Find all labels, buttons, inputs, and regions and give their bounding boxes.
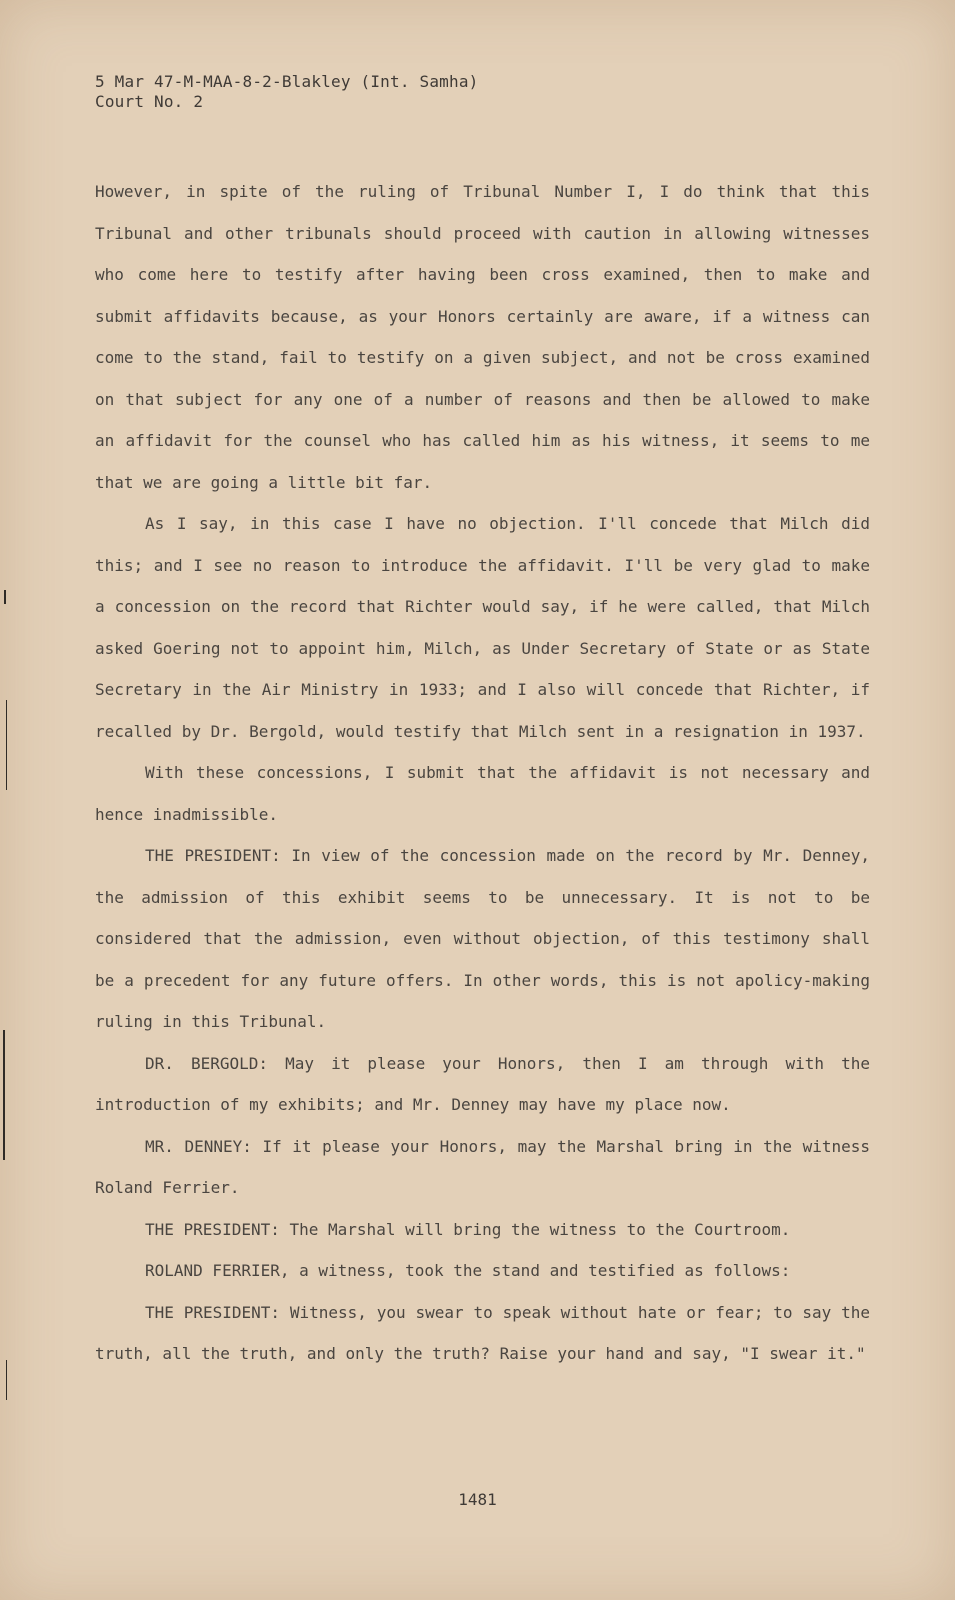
paragraph: As I say, in this case I have no objection. I'll concede that Milch did this; and I see no reason to introduce the affidavit. I'll be very glad to make a concession on the record that Richter would say, if he were called, that Milch asked Goering not to appoint him, Milch, as Under Secretary of State or as State Secretary in the Air Ministry in 1933; and I also will concede that Richter, if recalled by Dr. Bergold, would testify that Milch sent in a resignation in 1937. <box>95 514 870 741</box>
document-header <box>95 72 478 112</box>
paragraph: THE PRESIDENT: In view of the concession made on the record by Mr. Denney, the admission of this exhibit seems to be unnecessary. It is not to be considered that the admission, even without objection, of this testimony shall be a precedent for any future offers. In other words, this is not apolicy-making ruling in this Tribunal. <box>95 846 870 1031</box>
paragraph: ROLAND FERRIER, a witness, took the stand and testified as follows: <box>145 1261 791 1280</box>
paragraph: However, in spite of the ruling of Tribunal Number I, I do think that this Tribunal and other tribunals should proceed with caution in allowing witnesses who come here to testify after having been cross examined, then to make and submit affidavits because, as your Honors certainly are aware, if a witness can come to the stand, fail to testify on a given subject, and not be cross examined on that subject for any one of a number of reasons and then be allowed to make an affidavit for the counsel who has called him as his witness, it seems to me that we are going a little bit far. <box>95 182 870 492</box>
paragraph: With these concessions, I submit that the affidavit is not necessary and hence inadmissible. <box>95 763 870 824</box>
header-reference: 5 Mar 47-M-MAA-8-2-Blakley (Int. Samha) <box>95 72 479 91</box>
edge-punch-mark <box>4 590 6 604</box>
paragraph: THE PRESIDENT: Witness, you swear to speak without hate or fear; to say the truth, all the truth, and only the truth? Raise your hand and say, "I swear it." <box>95 1302 870 1363</box>
page-number: 1481 <box>458 1490 497 1509</box>
paragraph: MR. DENNEY: If it please your Honors, may the Marshal bring in the witness Roland Ferrier. <box>95 1136 870 1197</box>
edge-tear-mark <box>3 1030 5 1160</box>
edge-tear-mark <box>6 1360 7 1400</box>
paragraph: THE PRESIDENT: The Marshal will bring the witness to the Courtroom. <box>145 1219 791 1239</box>
edge-tear-mark <box>6 700 7 790</box>
transcript-body <box>95 171 870 1375</box>
paragraph: DR. BERGOLD: May it please your Honors, then I am through with the introduction of my exhibits; and Mr. Denney may have my place now. <box>95 1053 870 1114</box>
header-court: Court No. 2 <box>95 92 204 111</box>
